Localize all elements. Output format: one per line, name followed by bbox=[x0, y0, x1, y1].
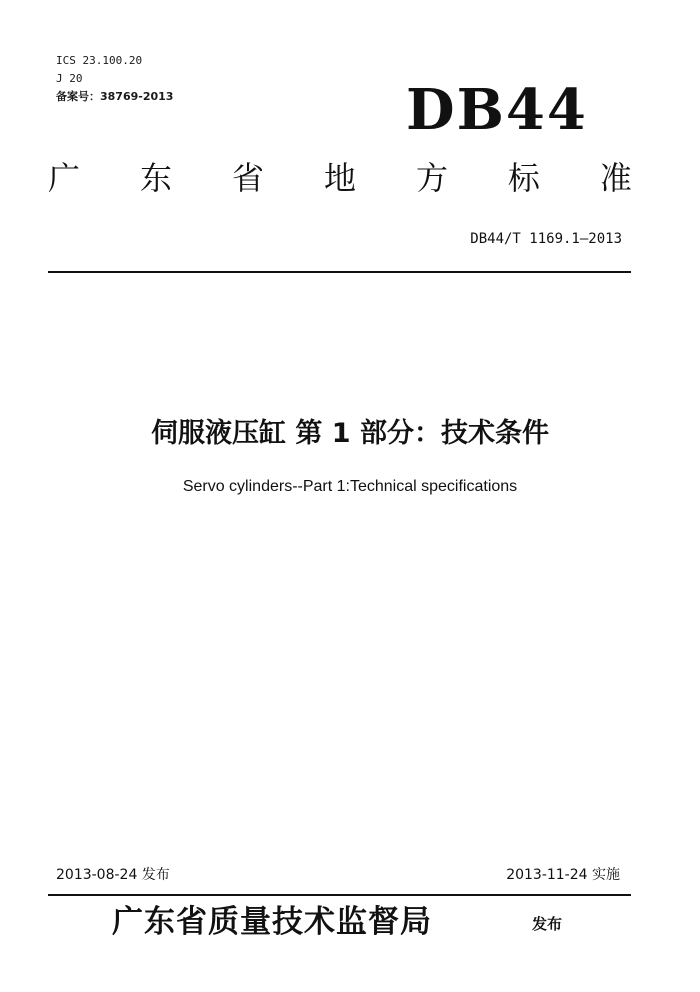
standard-number: DB44/T 1169.1—2013 bbox=[470, 231, 622, 247]
standard-type-char: 标 bbox=[507, 159, 540, 197]
record-number: 备案号：38769-2013 bbox=[56, 90, 174, 103]
standard-type-char: 省 bbox=[231, 159, 264, 197]
publish-label: 发布 bbox=[532, 915, 563, 933]
standard-type-char: 东 bbox=[139, 159, 172, 197]
issue-date: 2013-08-24 发布 bbox=[56, 867, 170, 883]
title-chinese: 伺服液压缸 第 1 部分：技术条件 bbox=[151, 418, 549, 449]
standard-type bbox=[48, 158, 632, 198]
classification-code: J 20 bbox=[56, 72, 83, 85]
standard-type-char: 方 bbox=[415, 159, 448, 197]
top-divider bbox=[48, 271, 631, 273]
publisher-name: 广东省质量技术监督局 bbox=[112, 904, 432, 940]
db-mark: DB44 bbox=[406, 77, 588, 143]
ics-code: ICS 23.100.20 bbox=[56, 54, 143, 67]
standard-type-char: 准 bbox=[599, 159, 632, 197]
standard-type-char: 广 bbox=[48, 159, 81, 197]
title-english: Servo cylinders--Part 1:Technical specifications bbox=[182, 478, 518, 495]
bottom-divider bbox=[48, 894, 631, 896]
standard-type-char: 地 bbox=[323, 159, 356, 197]
implementation-date: 2013-11-24 实施 bbox=[506, 867, 620, 883]
